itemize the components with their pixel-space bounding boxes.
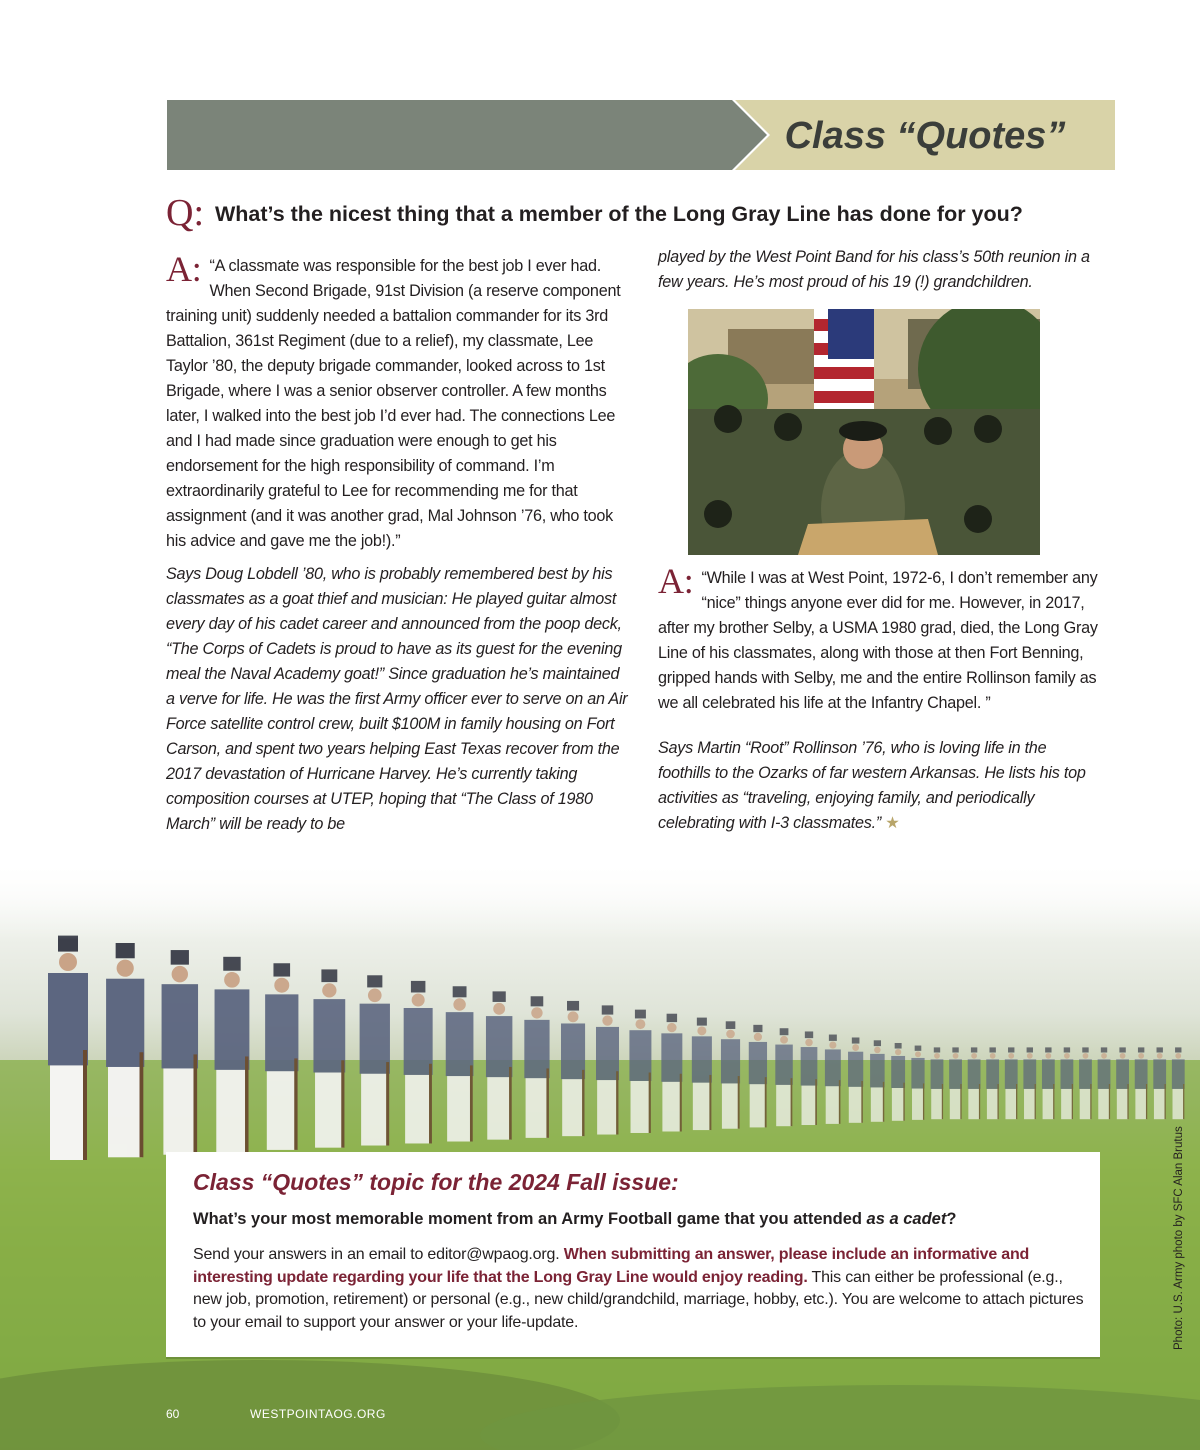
cadet-figure [561,1001,585,1136]
answer-1-bio: Says Doug Lobdell ’80, who is probably remembered best by his classmates as a goat thief and musician: He played guitar almost every day of his cadet career and announced from the poop deck, “The Corps of Cadets is proud to have as its guest for the evening meal the Naval Academy goat!” Since graduation he’s maintained a verve for life. He was the first Army officer ever to serve on an Air Force satellite control crew, built $100M in family housing on Fort Carson, and spent two years helping East Texas recover from the 2017 devastation of Hurricane Harvey. He’s currently taking composition courses at UTEP, hoping that “The Class of 1980 March” will be ready to be [166,565,628,833]
background-fade [0,860,1200,940]
cadet-figure [629,1010,651,1133]
cadet-figure [986,1047,999,1119]
cadet-figure [313,969,345,1147]
answer-2-quote: “While I was at West Point, 1972-6, I don’t remember any “nice” things anyone ever did for me. However, in 2017, after my brother Selby, a USMA 1980 grad, died, the Long Gray Line of his classmates, along with those at then Fort Benning, gripped hands with Selby, me and the entire Rollinson family as we all celebrated his life at the Infantry Chapel. ” [658,569,1098,712]
next-topic-question-end: ? [946,1210,957,1228]
cadet-figure [162,950,198,1155]
cadet-figure [1135,1047,1148,1119]
left-column [166,249,628,837]
cadet-figure [870,1040,885,1121]
cadet-figure [215,957,250,1152]
cadet-figure [1061,1047,1074,1119]
cadet-figure [1042,1047,1055,1119]
cadet-figure [825,1035,841,1124]
header-banner-left [167,100,767,170]
cadet-figure [1023,1047,1036,1119]
cadet-figure [1079,1047,1092,1119]
cadet-figure [775,1028,792,1126]
question-mark-label: Q: [166,192,204,234]
answer-2-bio [658,736,1100,836]
right-column-answer-2 [658,561,1100,836]
cadet-figure [949,1047,962,1119]
cadet-figure [1116,1047,1129,1119]
cadet-figure [968,1047,981,1119]
cadet-figure [596,1005,619,1134]
next-topic-question-main: What’s your most memorable moment from an Army Football game that you attended [193,1210,867,1228]
next-topic-question [193,1206,1073,1232]
cadet-figure [486,991,512,1139]
answer-mark-label: A: [166,249,202,289]
cadet-figure [749,1025,767,1128]
answer-mark-label: A: [658,561,694,601]
cadet-figure [848,1037,863,1122]
next-topic-instructions [193,1244,1093,1334]
cadet-figure [911,1046,924,1120]
cadet-figure [1098,1047,1111,1119]
cadet-figure [692,1018,712,1130]
photo-credit: Photo: U.S. Army photo by SFC Alan Brutus [1173,1126,1185,1350]
cadet-figure [661,1014,682,1132]
cadet-figure [891,1043,905,1121]
instructions-intro: Send your answers in an email to editor@wpaog.org. [193,1246,564,1263]
cadet-figure [446,986,474,1141]
speaker-at-podium-photo [688,309,1040,555]
cadet-figure [360,975,390,1145]
cadet-figure [801,1031,818,1125]
next-topic-box [166,1152,1100,1357]
right-column-top [658,245,1100,295]
next-topic-question-italic: as a cadet [866,1210,947,1228]
question-text: What’s the nicest thing that a member of the Long Gray Line has done for you? [215,202,1023,226]
cadet-figure [106,943,144,1157]
page-title: Class “Quotes” [784,115,1066,157]
cadet-figure [1172,1047,1185,1119]
cadet-figure [1005,1047,1018,1119]
footer-site: WESTPOINTAOG.ORG [250,1407,386,1421]
instructions-rest: This can either be professional (e.g., new job, promotion, retirement) or personal (e.g., new child/grandchild, marriage, hobby, etc.). You are welcome to attach pictures to your email to support your answer or your life-update. [193,1268,1084,1331]
answer-2-bio-text: Says Martin “Root” Rollinson ’76, who is loving life in the foothills to the Ozarks of far western Arkansas. He lists his top activities as “traveling, enjoying family, and periodically celebrating with I-3 classmates.” [658,739,1086,832]
cadet-figure [265,963,298,1150]
cadet-figure [48,936,88,1160]
cadet-figure [524,996,549,1138]
answer-1-bio-continued: played by the West Point Band for his class’s 50th reunion in a few years. He’s most proud of his 19 (!) grandchildren. [658,248,1090,291]
next-topic-title: Class “Quotes” topic for the 2024 Fall issue: [193,1169,679,1195]
instructions-highlight: When submitting an answer, please include an informative and interesting update regarding your life that the Long Gray Line would enjoy reading. [193,1246,1030,1286]
photo-illustration [688,309,1040,555]
cadet-figure [1153,1047,1166,1119]
cadet-figure [404,981,433,1144]
cadet-figure [721,1021,740,1128]
answer-1-quote: “A classmate was responsible for the best job I ever had. When Second Brigade, 91st Division (a reserve component training unit) suddenly needed a battalion commander for its 3rd Battalion, 361st Regiment (due to a relief), my classmate, Lee Taylor ’80, the deputy brigade commander, looked across to 1st Brigade, where I was a senior observer controller. A few months later, I walked into the best job I’d ever had. The connections Lee and I had made since graduation were enough to get his endorsement for the high responsibility of command. I’m extraordinarily grateful to Lee for recommending me for that assignment (and it was another grad, Mal Johnson ’76, who took his advice and gave me the job!).” [166,257,621,550]
star-icon: ★ [885,814,900,832]
page-number: 60 [166,1407,180,1421]
cadet-figure [931,1047,944,1119]
